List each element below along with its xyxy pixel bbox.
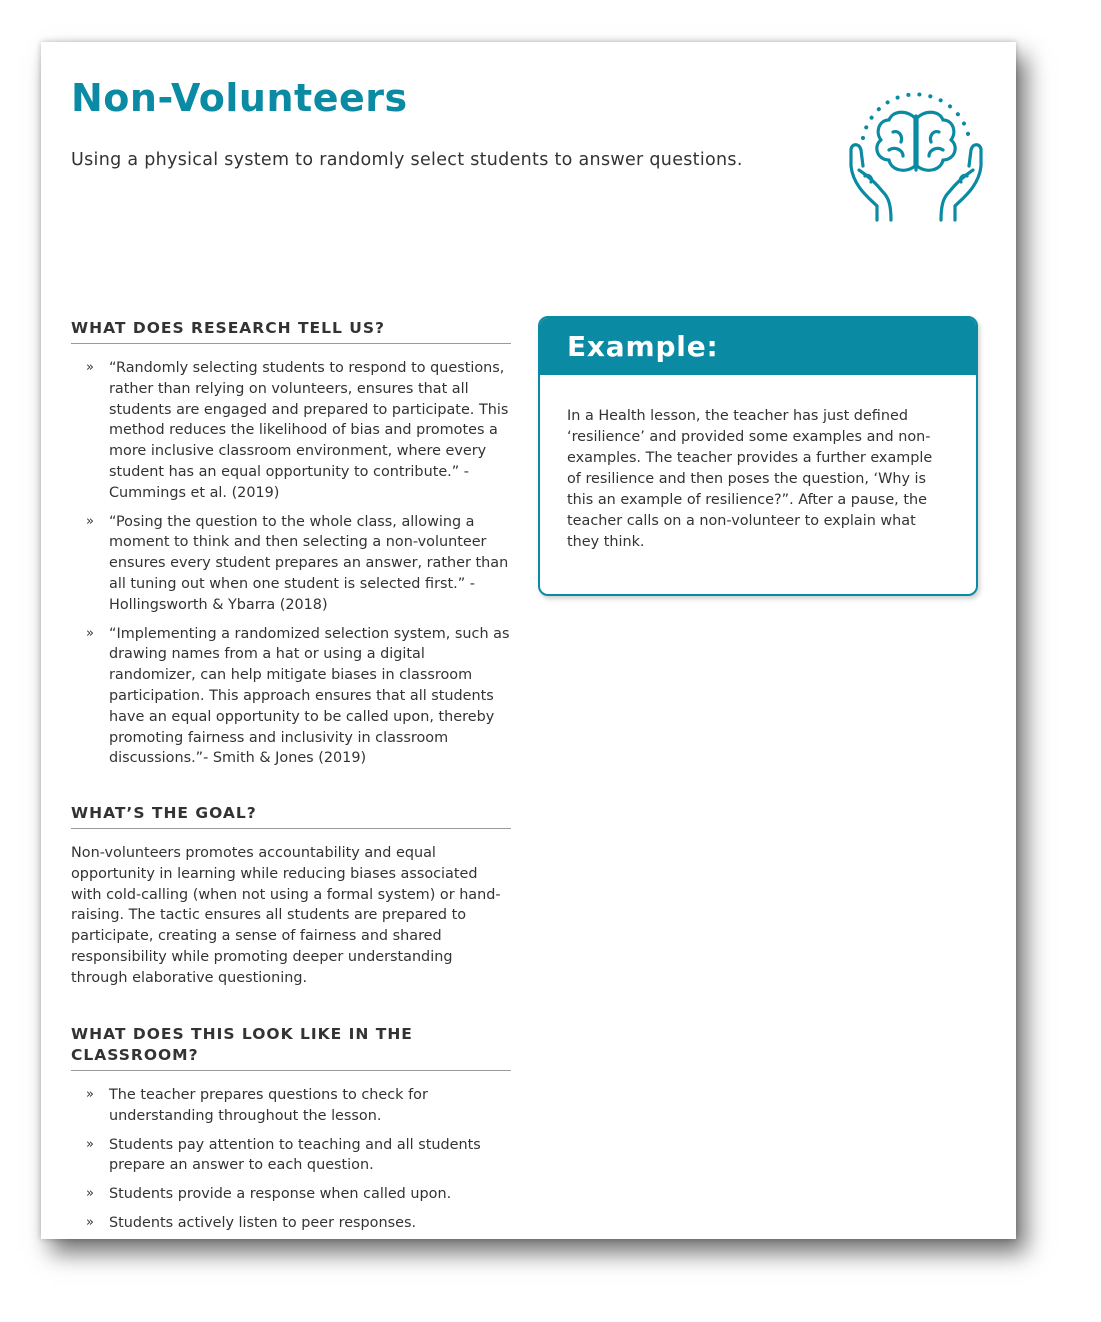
list-item: » “Implementing a randomized selection system, such as drawing names from a hat or using a digital randomizer, can help mitigate biases in classroom participation. This approach ensures that all students have an equal opportunity to be called upon, thereby promoting fairness and inclusivity in classroom discussions.”- Smith & Jones (2019) (71, 624, 511, 770)
list-item: » The teacher prepares questions to check for understanding throughout the lesson. (71, 1085, 511, 1127)
list-item: » Students provide a response when called upon. (71, 1184, 511, 1205)
classroom-list (71, 1085, 511, 1234)
goal-text: Non-volunteers promotes accountability and equal opportunity in learning while reducing biases associated with cold-calling (when not using a formal system) or hand-raising. The tactic ensures all students are prepared to participate, creating a sense of fairness and shared responsibility while promoting deeper understanding through elaborative questioning. (71, 845, 501, 986)
list-item: » “Posing the question to the whole class, allowing a moment to think and then selecting a non-volunteer ensures every student prepares an answer, rather than all tuning out when one student is selected first.” - Hollingsworth & Ybarra (2018) (71, 512, 511, 616)
list-item: » Students actively listen to peer responses. (71, 1213, 511, 1234)
page-title: Non-Volunteers (71, 76, 408, 120)
research-section (71, 318, 511, 777)
goal-section (71, 803, 511, 989)
brain-in-hands-icon (841, 70, 991, 230)
goal-heading: WHAT’S THE GOAL? (71, 803, 511, 829)
research-list (71, 358, 511, 769)
classroom-section (71, 1024, 511, 1239)
list-item: » Students pay attention to teaching and all students prepare an answer to each question. (71, 1135, 511, 1177)
research-heading: WHAT DOES RESEARCH TELL US? (71, 318, 511, 344)
list-item: » “Randomly selecting students to respond to questions, rather than relying on volunteers, ensures that all students are engaged and prepared to participate. This method reduces the likelihood of bias and promotes a more inclusive classroom environment, where every student has an equal opportunity to contribute.” - Cummings et al. (2019) (71, 358, 511, 504)
document-page (41, 42, 1016, 1239)
example-box (538, 316, 978, 596)
page-subtitle: Using a physical system to randomly select students to answer questions. (71, 150, 743, 170)
classroom-heading: WHAT DOES THIS LOOK LIKE IN THE CLASSROOM? (71, 1024, 511, 1071)
example-heading: Example: (540, 318, 976, 375)
example-text: In a Health lesson, the teacher has just defined ‘resilience’ and provided some examples and non-examples. The teacher provides a further example of resilience and then poses the question, ‘Why is this an example of resilience?”. After a pause, the teacher calls on a non-volunteer to explain what they think. (567, 408, 933, 550)
